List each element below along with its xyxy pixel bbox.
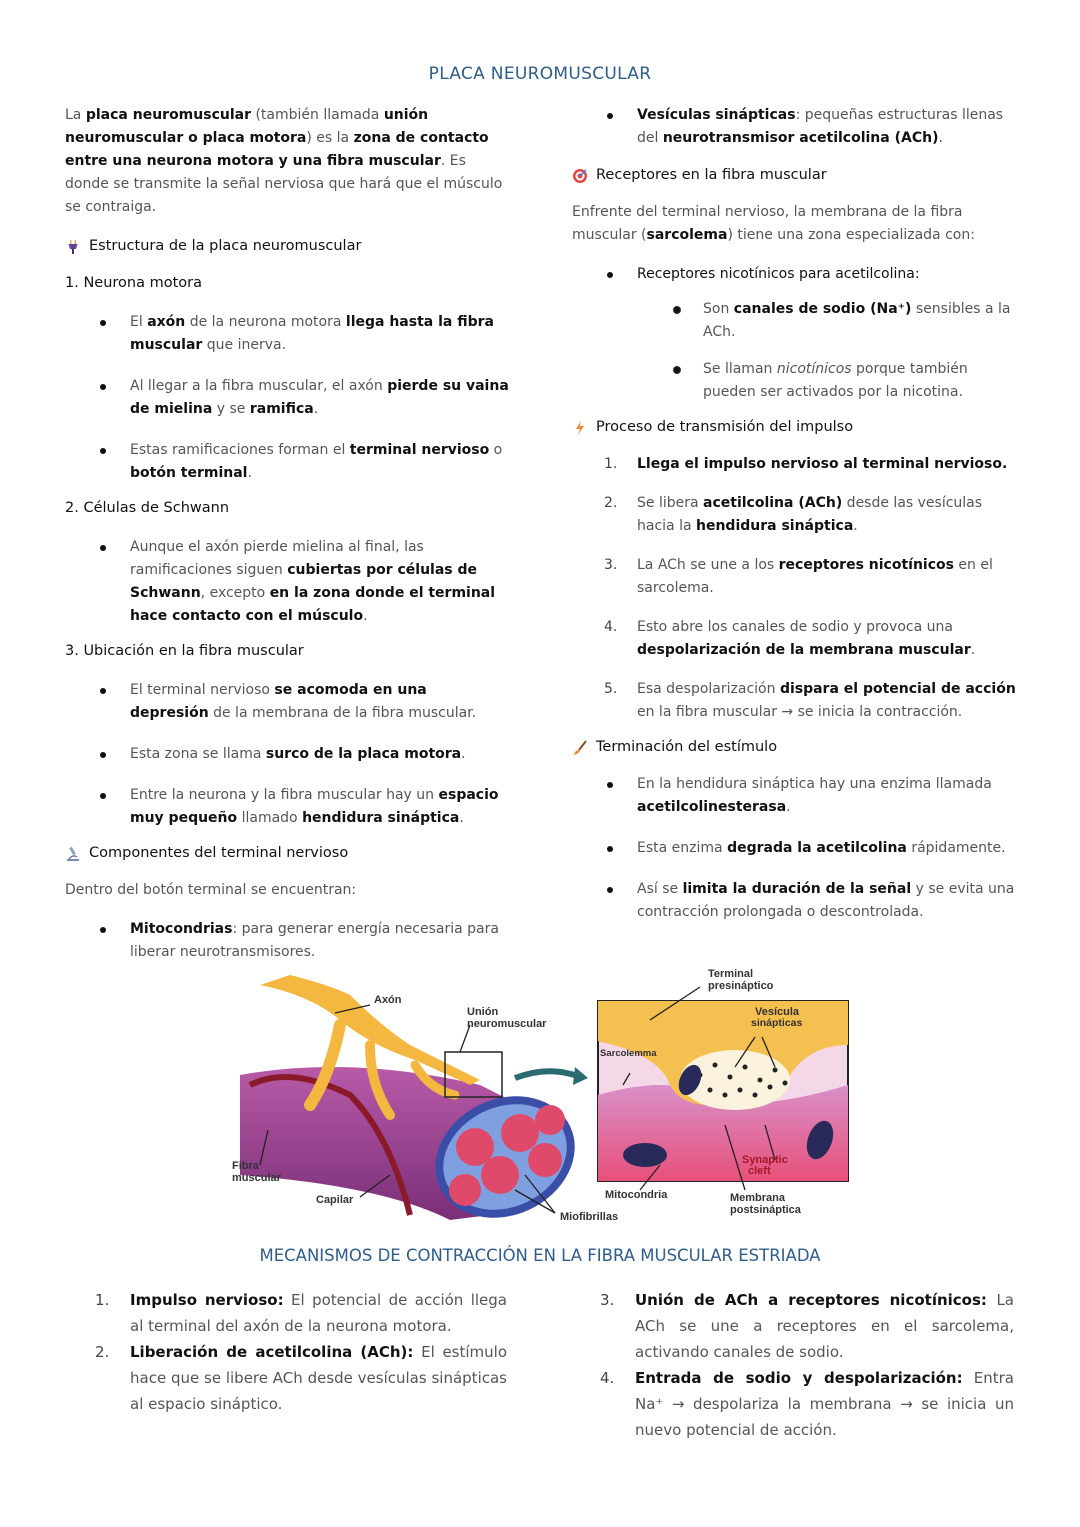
text: La	[65, 107, 86, 123]
text: llamado	[237, 810, 303, 826]
text: Son	[703, 301, 734, 317]
bold-text: limita la duración de la señal	[682, 881, 912, 897]
label-synaptic-2: cleft	[748, 1165, 771, 1177]
neuromuscular-junction-diagram	[230, 965, 855, 1227]
label-membrana-2: postsináptica	[730, 1204, 801, 1216]
label-fibra-1: Fibra	[232, 1160, 259, 1172]
list-item	[65, 743, 510, 766]
step-item	[572, 453, 1017, 476]
label-fibra-2: muscular	[232, 1172, 281, 1184]
components-list	[65, 918, 510, 964]
text: El terminal nervioso	[130, 682, 275, 698]
bold-text: zona de contacto entre una neurona motora y una fibra muscular	[65, 130, 489, 169]
mechanisms-list-right	[600, 1287, 1014, 1443]
bold-text: canales de sodio (Na⁺)	[733, 301, 912, 317]
item-number: 3.	[600, 1291, 615, 1309]
subheading-schwann: 2. Células de Schwann	[65, 500, 230, 516]
text: : pequeñas estructuras llenas del	[637, 107, 1004, 146]
schwann-list	[65, 536, 510, 628]
intro-paragraph	[65, 104, 510, 219]
heading-text: Estructura de la placa neuromuscular	[89, 238, 362, 254]
target-icon	[572, 168, 588, 184]
mechanisms-list-left	[95, 1287, 507, 1417]
receptors-heading	[572, 164, 1017, 187]
heading-text: Terminación del estímulo	[596, 739, 778, 755]
neurona-list	[65, 311, 510, 485]
label-terminal-1: Terminal	[708, 968, 754, 980]
text: ) tiene una zona especializada con:	[727, 227, 975, 243]
mechanism-item	[600, 1365, 1014, 1443]
list-item	[65, 311, 510, 357]
heading-text: Proceso de transmisión del impulso	[596, 419, 854, 435]
receptors-list	[572, 263, 1017, 404]
bold-text: placa neuromuscular	[85, 107, 251, 123]
text: rápidamente.	[906, 840, 1006, 856]
bold-text: receptores nicotínicos	[778, 557, 954, 573]
bold-text: Entrada de sodio y despolarización:	[635, 1369, 963, 1387]
bold-text: hendidura sináptica	[696, 518, 854, 534]
bold-text: llega hasta la fibra muscular	[130, 314, 494, 353]
text: La ACh se une a los	[637, 557, 779, 573]
label-synaptic-1: Synaptic	[742, 1154, 788, 1166]
text: Receptores nicotínicos para acetilcolina:	[637, 266, 920, 282]
bold-text: pierde su vaina de mielina	[130, 378, 509, 417]
receptors-sublist	[637, 298, 1017, 404]
bold-text: espacio muy pequeño	[130, 787, 499, 826]
item-number: 2.	[95, 1343, 110, 1361]
bold-text: Mitocondrias	[130, 921, 233, 937]
list-item	[65, 439, 510, 485]
list-item	[65, 784, 510, 830]
subheading-neurona-motora: 1. Neurona motora	[65, 275, 202, 291]
step-item	[572, 678, 1017, 724]
bold-text: despolarización de la membrana muscular	[637, 642, 971, 658]
text: Aunque el axón pierde mielina al final, las ramificaciones siguen	[130, 539, 424, 578]
text: sensibles a la ACh.	[703, 301, 1011, 340]
termination-list	[572, 773, 1017, 924]
components-intro: Dentro del botón terminal se encuentran:	[65, 882, 357, 898]
step-number: 2.	[604, 495, 618, 511]
text: .	[938, 130, 943, 146]
bold-text: cubiertas por células de Schwann	[130, 562, 478, 601]
page-title: PLACA NEUROMUSCULAR	[428, 64, 652, 84]
text: (también llamada	[251, 107, 384, 123]
process-steps	[572, 453, 1017, 724]
sublist-item	[637, 298, 1017, 344]
bold-text: surco de la placa motora	[265, 746, 462, 762]
label-terminal-2: presináptico	[708, 980, 774, 992]
text: .	[786, 799, 791, 815]
components-heading	[65, 842, 510, 865]
label-vesicula-2: sinápticas	[751, 1017, 803, 1029]
bold-text: sarcolema	[646, 227, 728, 243]
bold-text: hendidura sináptica	[302, 810, 460, 826]
text: .	[247, 465, 252, 481]
label-capilar: Capilar	[316, 1194, 354, 1206]
process-heading	[572, 416, 1017, 439]
bold-text: axón	[147, 314, 186, 330]
structure-heading	[65, 235, 510, 258]
mechanism-item	[95, 1287, 507, 1339]
text: En la hendidura sináptica hay una enzima llamada	[637, 776, 992, 792]
text: Esta zona se llama	[130, 746, 266, 762]
bold-text: degrada la acetilcolina	[727, 840, 907, 856]
text: y se evita una contracción prolongada o descontrolada.	[637, 881, 1015, 920]
components-list-continued	[572, 104, 1017, 150]
label-sarcolemma: Sarcolemma	[600, 1048, 657, 1059]
heading-text: Componentes del terminal nervioso	[89, 845, 349, 861]
step-number: 4.	[604, 619, 618, 635]
label-mitocondria: Mitocondria	[605, 1189, 668, 1201]
text: desde las vesículas hacia la	[637, 495, 983, 534]
text: de la neurona motora	[185, 314, 346, 330]
list-item	[65, 536, 510, 628]
item-number: 1.	[95, 1291, 110, 1309]
label-vesicula-1: Vesícula	[755, 1006, 800, 1018]
mechanisms-title: MECANISMOS DE CONTRACCIÓN EN LA FIBRA MUSCULAR ESTRIADA	[259, 1246, 821, 1265]
text: Estas ramificaciones forman el	[130, 442, 350, 458]
termination-heading	[572, 736, 1017, 759]
receptors-intro	[572, 201, 1017, 247]
list-item	[65, 679, 510, 725]
label-membrana-1: Membrana	[730, 1192, 786, 1204]
text: ) es la	[306, 130, 354, 146]
text: El estímulo hace que se libere ACh desde vesículas sinápticas al espacio sináptico.	[130, 1343, 507, 1413]
left-column	[65, 104, 510, 982]
ubicacion-list	[65, 679, 510, 830]
text: , excepto	[200, 585, 270, 601]
text: Esto abre los canales de sodio y provoca una	[637, 619, 953, 635]
text: Entra Na⁺ → despolariza la membrana → se inicia un nuevo potencial de acción.	[635, 1369, 1014, 1439]
text: Esa despolarización	[637, 681, 780, 697]
brush-icon	[572, 740, 588, 756]
label-union-1: Unión	[467, 1006, 499, 1018]
italic-text: nicotínicos	[776, 361, 852, 377]
list-item	[65, 918, 510, 964]
step-number: 3.	[604, 557, 618, 573]
bold-text: acetilcolina (ACh)	[703, 495, 843, 511]
text: o	[489, 442, 503, 458]
list-item	[572, 104, 1017, 150]
list-item	[572, 837, 1017, 860]
text: y se	[212, 401, 250, 417]
microscope-icon	[65, 846, 81, 862]
bold-text: Llega el impulso nervioso al terminal nervioso.	[637, 456, 1008, 472]
step-number: 1.	[604, 456, 618, 472]
bold-text: Impulso nervioso:	[130, 1291, 284, 1309]
step-number: 5.	[604, 681, 618, 697]
text: Enfrente del terminal nervioso, la membrana de la fibra muscular (	[572, 204, 963, 243]
lightning-icon	[572, 420, 588, 436]
item-number: 4.	[600, 1369, 615, 1387]
heading-text: Receptores en la fibra muscular	[596, 167, 827, 183]
bold-text: neurotransmisor acetilcolina (ACh)	[662, 130, 939, 146]
list-item	[572, 878, 1017, 924]
mechanisms-left	[95, 1287, 507, 1417]
text: . Es donde se transmite la señal nerviosa que hará que el músculo se contraiga.	[65, 153, 503, 215]
text: Entre la neurona y la fibra muscular hay un	[130, 787, 439, 803]
bold-text: Unión de ACh a receptores nicotínicos:	[635, 1291, 987, 1309]
bold-text: en la zona donde el terminal hace contacto con el músculo	[130, 585, 496, 624]
text: .	[461, 746, 466, 762]
text: .	[313, 401, 319, 417]
text: El	[130, 314, 148, 330]
text: .	[970, 642, 976, 658]
text: : para generar energía necesaria para liberar neurotransmisores.	[130, 921, 499, 960]
bold-text: Vesículas sinápticas	[637, 107, 796, 123]
list-item	[572, 773, 1017, 819]
bold-text: dispara el potencial de acción	[779, 681, 1016, 697]
mechanisms-right	[600, 1287, 1014, 1443]
bold-text: se acomoda en una depresión	[130, 682, 427, 721]
text: Esta enzima	[637, 840, 728, 856]
right-column	[572, 104, 1017, 942]
bold-text: terminal nervioso	[349, 442, 490, 458]
step-item	[572, 616, 1017, 662]
text: Al llegar a la fibra muscular, el axón	[130, 378, 388, 394]
label-miofibrillas: Miofibrillas	[560, 1211, 619, 1223]
text: porque también pueden ser activados por la nicotina.	[703, 361, 968, 400]
list-item	[572, 263, 1017, 404]
label-union-2: neuromuscular	[467, 1018, 547, 1030]
text: El potencial de acción llega al terminal del axón de la neurona motora.	[130, 1291, 508, 1335]
bold-text: Liberación de acetilcolina (ACh):	[130, 1343, 414, 1361]
bold-text: botón terminal	[130, 465, 248, 481]
text: .	[853, 518, 858, 534]
text: de la membrana de la fibra muscular.	[208, 705, 477, 721]
mechanism-item	[95, 1339, 507, 1417]
list-item	[65, 375, 510, 421]
text: en la fibra muscular → se inicia la contracción.	[637, 704, 963, 720]
sublist-item	[637, 358, 1017, 404]
text: en el sarcolema.	[637, 557, 993, 596]
text: .	[363, 608, 368, 624]
step-item	[572, 554, 1017, 600]
subheading-ubicacion: 3. Ubicación en la fibra muscular	[65, 643, 304, 659]
text: .	[459, 810, 464, 826]
label-axon: Axón	[374, 994, 402, 1006]
text: Así se	[637, 881, 683, 897]
text: Se llaman	[703, 361, 777, 377]
step-item	[572, 492, 1017, 538]
plug-icon	[65, 239, 81, 255]
bold-text: unión neuromuscular o placa motora	[65, 107, 429, 146]
text: que inerva.	[202, 337, 287, 353]
bold-text: ramifica	[249, 401, 314, 417]
text: La ACh se une a receptores en el sarcolema, activando canales de sodio.	[635, 1291, 1014, 1361]
mechanism-item	[600, 1287, 1014, 1365]
bold-text: acetilcolinesterasa	[637, 799, 787, 815]
text: Se libera	[637, 495, 704, 511]
